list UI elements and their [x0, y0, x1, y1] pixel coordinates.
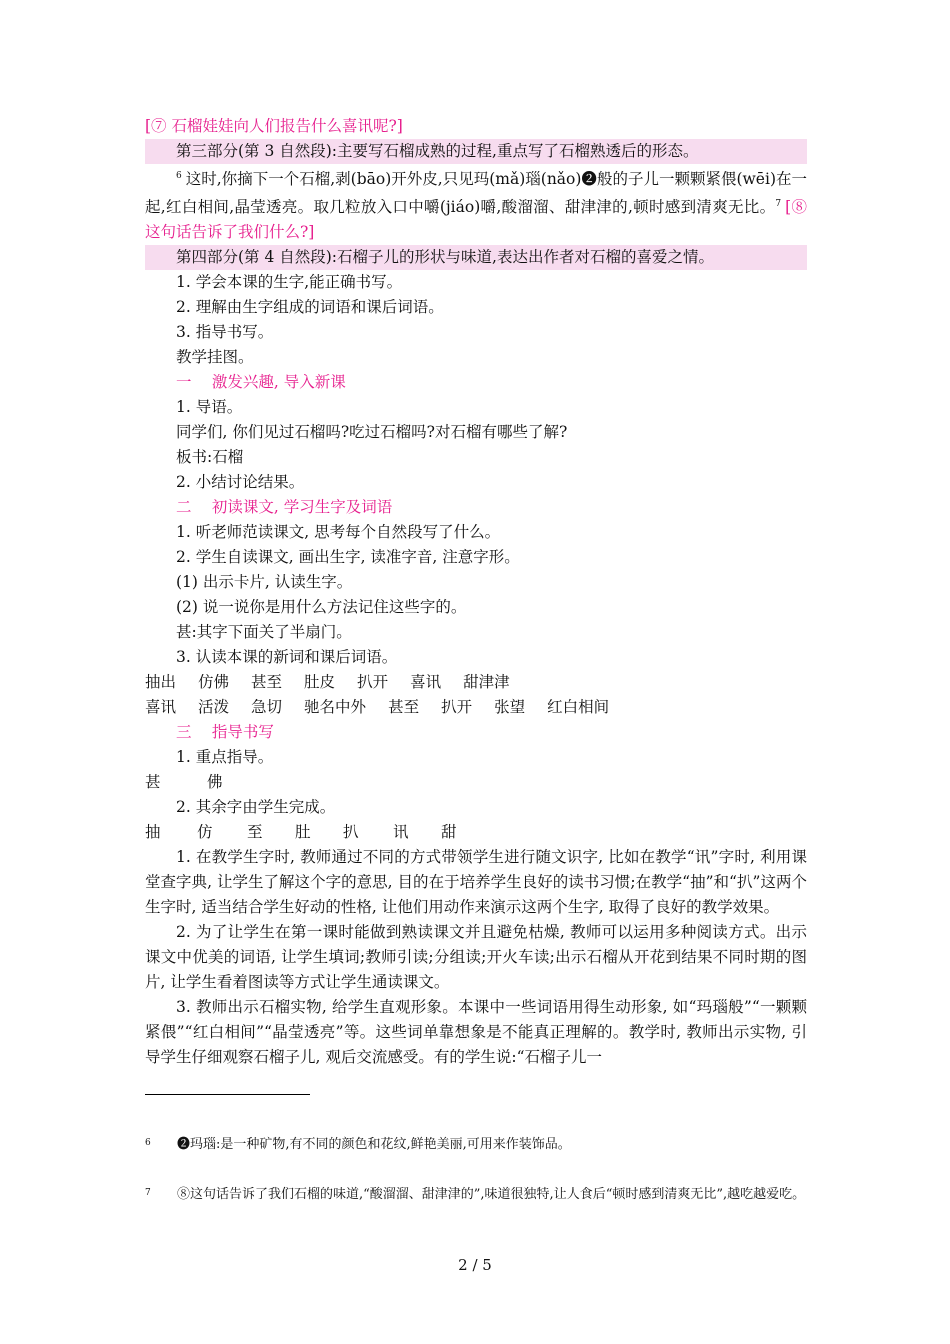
goal-1: 1. 学会本课的生字,能正确书写。: [176, 273, 403, 291]
word: 甜津津: [463, 673, 510, 691]
word: 活泼: [198, 698, 230, 716]
character: 甚: [145, 773, 161, 791]
part-3-summary: 第三部分(第 3 自然段):主要写石榴成熟的过程,重点写了石榴熟透后的形态。: [145, 139, 807, 164]
teaching-aid: 教学挂图。: [176, 348, 254, 366]
word: 红白相间: [547, 698, 610, 716]
other-characters: [145, 820, 807, 845]
character: 抽: [145, 823, 161, 841]
paragraph-6-text: 这时,你摘下一个石榴,剥(bāo)开外皮,只见玛(mǎ)瑙(nǎo)❷般的子儿一颗颗紧偎(wēi)在一起,红白相间,晶莹透亮。取几粒放入口中嚼(jiáo)嚼,酸溜溜、甜津津的,顿时感到清爽无比。: [145, 170, 807, 216]
writing-step-1: 1. 重点指导。: [176, 748, 274, 766]
footnote-divider: [145, 1094, 310, 1095]
word: 喜讯: [410, 673, 442, 691]
word: 肚皮: [304, 673, 336, 691]
footnote-7-number: 7: [145, 1188, 151, 1198]
word: 张望: [494, 698, 526, 716]
paragraph-6: [145, 164, 807, 245]
question-7: [⑦ 石榴娃娃向人们报告什么喜讯呢?]: [145, 117, 403, 135]
part-4-summary: 第四部分(第 4 自然段):石榴子儿的形状与味道,表达出作者对石榴的喜爱之情。: [145, 245, 807, 270]
goal-2: 2. 理解由生字组成的词语和课后词语。: [176, 298, 444, 316]
step-intro: 1. 导语。: [176, 398, 243, 416]
footnote-6: [145, 1132, 807, 1156]
writing-step-2: 2. 其余字由学生完成。: [176, 798, 336, 816]
word: 扒开: [357, 673, 389, 691]
character: 甜: [441, 823, 457, 841]
character: 仿: [197, 823, 213, 841]
read-step-3: 3. 认读本课的新词和课后词语。: [176, 648, 398, 666]
question-8: [⑧ 这句话告诉了我们什么?]: [145, 198, 807, 241]
word: 甚至: [388, 698, 420, 716]
step-board: 板书:石榴: [176, 448, 244, 466]
section-1-heading: 一 激发兴趣, 导入新课: [176, 373, 346, 391]
focus-characters: [145, 770, 807, 795]
character: 肚: [295, 823, 311, 841]
word-list-1: [145, 670, 807, 695]
reflection-2: 2. 为了让学生在第一课时能做到熟读课文并且避免枯燥, 教师可以运用多种阅读方式。出示课文中优美的词语, 让学生填词;教师引读;分组读;开火车读;出示石榴从开花到结果不同时期的图片, 让学生看着图读等方式让学生通读课文。: [145, 923, 807, 991]
word: 仿佛: [198, 673, 230, 691]
word-list-2: [145, 695, 807, 720]
word: 急切: [251, 698, 283, 716]
footnote-7-text: ⑧这句话告诉了我们石榴的味道,“酸溜溜、甜津津的”,味道很独特,让人食后“顿时感到清爽无比”,越吃越爱吃。: [177, 1187, 806, 1202]
word: 驰名中外: [304, 698, 367, 716]
read-step-2: 2. 学生自读课文, 画出生字, 读准字音, 注意字形。: [176, 548, 520, 566]
step-question: 同学们, 你们见过石榴吗?吃过石榴吗?对石榴有哪些了解?: [176, 423, 568, 441]
step-summary: 2. 小结讨论结果。: [176, 473, 305, 491]
document-body: [145, 114, 807, 1070]
word: 甚至: [251, 673, 283, 691]
character: 扒: [343, 823, 359, 841]
section-2-heading: 二 初读课文, 学习生字及词语: [176, 498, 393, 516]
word: 喜讯: [145, 698, 177, 716]
character: 佛: [207, 773, 223, 791]
character: 至: [247, 823, 263, 841]
read-step-1: 1. 听老师范读课文, 思考每个自然段写了什么。: [176, 523, 501, 541]
reflection-1: 1. 在教学生字时, 教师通过不同的方式带领学生进行随文识字, 比如在教学“讯”字时, 利用课堂查字典, 让学生了解这个字的意思, 目的在于培养学生良好的读书习惯;在教学“抽”和“扒”这两个生字时, 适当结合学生好动的性格, 让他们用动作来演示这两个生字, 取得了良好的教学效果。: [145, 848, 807, 916]
footnote-ref-6: 6: [176, 171, 182, 181]
footnote-7: [145, 1182, 807, 1206]
read-step-2a: (1) 出示卡片, 认读生字。: [176, 573, 353, 591]
character: 讯: [393, 823, 409, 841]
read-step-2b: (2) 说一说你是用什么方法记住这些字的。: [176, 598, 467, 616]
page-number: 2 / 5: [458, 1256, 492, 1274]
reflection-3: 3. 教师出示石榴实物, 给学生直观形象。本课中一些词语用得生动形象, 如“玛瑙般”“一颗颗紧偎”“红白相间”“晶莹透亮”等。这些词单靠想象是不能真正理解的。教学时, 教师出示实物, 引导学生仔细观察石榴子儿, 观后交流感受。有的学生说:“石榴子儿一: [145, 998, 807, 1066]
footnote-6-text: ❷玛瑙:是一种矿物,有不同的颜色和花纹,鲜艳美丽,可用来作装饰品。: [177, 1137, 571, 1152]
footnote-6-number: 6: [145, 1138, 151, 1148]
word: 扒开: [441, 698, 473, 716]
word: 抽出: [145, 673, 177, 691]
section-3-heading: 三 指导书写: [176, 723, 274, 741]
read-step-shen: 甚:其字下面关了半扇门。: [176, 623, 352, 641]
footnote-ref-7: 7: [775, 199, 782, 209]
goal-3: 3. 指导书写。: [176, 323, 274, 341]
